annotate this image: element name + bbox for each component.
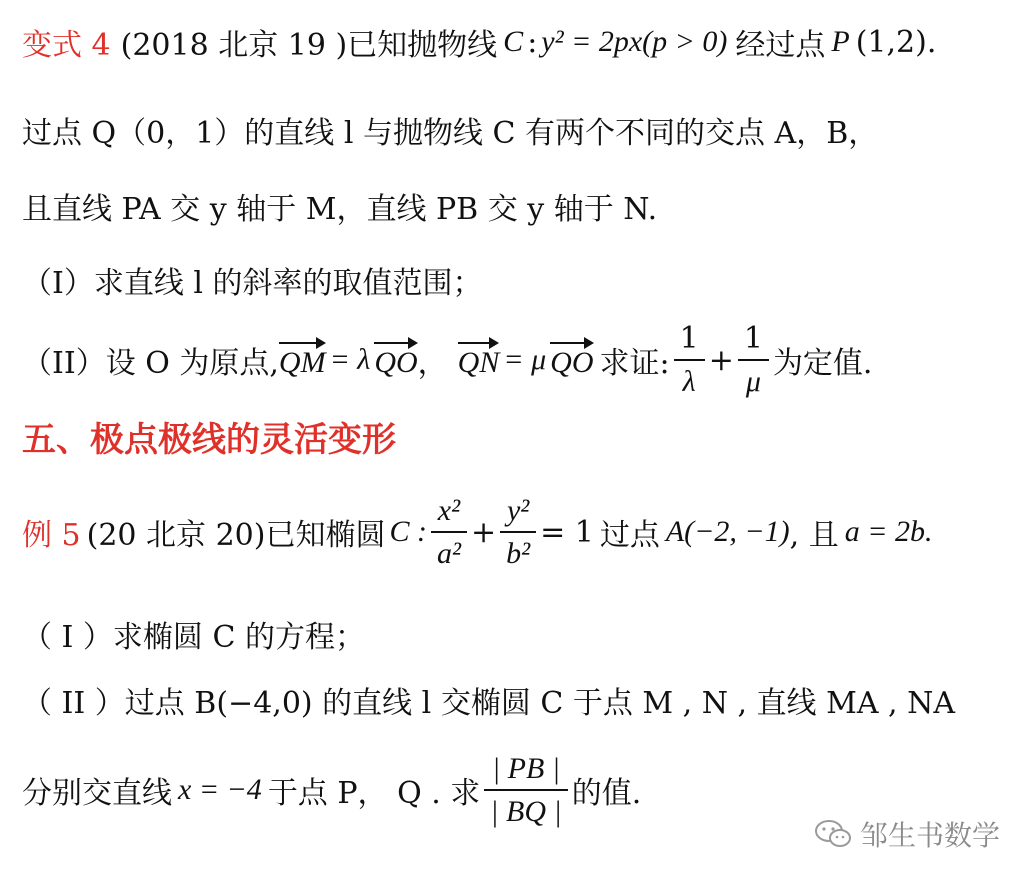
vector-qo-1: QO	[374, 340, 417, 380]
last-mid: 于点 P， Q . 求	[267, 776, 481, 811]
watermark-text: 邹生书数学	[859, 819, 1000, 852]
fx-numerator: x²	[437, 494, 461, 527]
prove-label: 求证:	[599, 346, 670, 381]
variant4-stem-a: 已知抛物线	[347, 28, 498, 63]
example5-label: 例 5	[22, 518, 81, 553]
ratio-denominator: | BQ |	[490, 795, 562, 828]
example5-part1: （ I ）求椭圆 C 的方程；	[22, 620, 365, 655]
example5-stem-a: 已知椭圆	[265, 518, 386, 553]
fx-denominator: a²	[436, 537, 461, 570]
variant4-part2-prefix: （II）设 O 为原点,	[22, 346, 279, 381]
fraction-one-over-mu	[738, 322, 769, 398]
example5-curve: C :	[389, 515, 427, 548]
last-prefix: 分别交直线	[22, 776, 172, 811]
vector-qo-2: QO	[550, 340, 593, 380]
last-equation: x = −4	[178, 773, 262, 806]
frac-plus: +	[708, 342, 734, 378]
variant4-line1: 变式 4 (2018 北京 19 ) 已知抛物线 C : y² = 2px(p > 0) 经过点 P (1,2).	[22, 20, 1020, 64]
variant4-part2	[22, 322, 1020, 398]
fy-numerator: y²	[506, 494, 530, 527]
variant4-part1: （I）求直线 l 的斜率的取值范围；	[22, 266, 483, 301]
example5-eq1: = 1	[540, 514, 594, 550]
part2-comma: ，	[417, 346, 448, 381]
fraction-y2-b2	[500, 494, 536, 570]
fy-denominator: b²	[506, 537, 531, 570]
example5-stem-c: , 且	[789, 518, 839, 553]
variant4-point-p-coords: (1,2).	[855, 24, 937, 60]
example5-source: (20 北京 20)	[86, 518, 266, 553]
example5-stem-b: 过点	[599, 518, 660, 553]
fraction-pb-bq	[484, 752, 567, 828]
wechat-icon	[814, 818, 852, 850]
variant4-equation: y² = 2px(p > 0)	[541, 25, 728, 58]
variant4-source: (2018 北京 19 )	[120, 28, 348, 63]
vector-qm: QM	[279, 340, 326, 380]
example5-plus: +	[470, 514, 497, 550]
watermark	[814, 814, 1000, 854]
eq-mu: = μ	[503, 343, 547, 376]
example5-point-a: A(−2, −1)	[665, 515, 790, 548]
frac1-denominator: λ	[682, 365, 696, 398]
variant4-line2: 过点 Q（0，1）的直线 l 与抛物线 C 有两个不同的交点 A，B，	[22, 116, 879, 151]
example5-line1	[22, 494, 1020, 570]
section-heading: 五、极点极线的灵活变形	[22, 420, 396, 460]
frac2-numerator: 1	[743, 321, 763, 356]
variant4-label: 变式 4	[22, 28, 111, 63]
ratio-numerator: | PB |	[491, 752, 561, 785]
frac1-numerator: 1	[679, 321, 699, 356]
variant4-line3: 且直线 PA 交 y 轴于 M，直线 PB 交 y 轴于 N.	[22, 192, 658, 227]
frac2-denominator: μ	[745, 365, 761, 398]
variant4-point-p: P	[831, 25, 850, 58]
last-suffix: 的值.	[571, 776, 642, 811]
vector-qn: QN	[458, 340, 500, 380]
example5-part2: （ II ）过点 B(−4,0) 的直线 l 交椭圆 C 于点 M , N , 直线 MA , NA	[22, 686, 956, 721]
variant4-suffix: 为定值.	[772, 346, 873, 381]
fraction-x2-a2	[431, 494, 467, 570]
variant4-stem-b: 经过点	[735, 28, 826, 63]
fraction-one-over-lambda	[674, 322, 705, 398]
example5-condition: a = 2b.	[844, 515, 933, 548]
eq-lambda: = λ	[329, 343, 371, 376]
variant4-curve: C	[503, 25, 524, 58]
